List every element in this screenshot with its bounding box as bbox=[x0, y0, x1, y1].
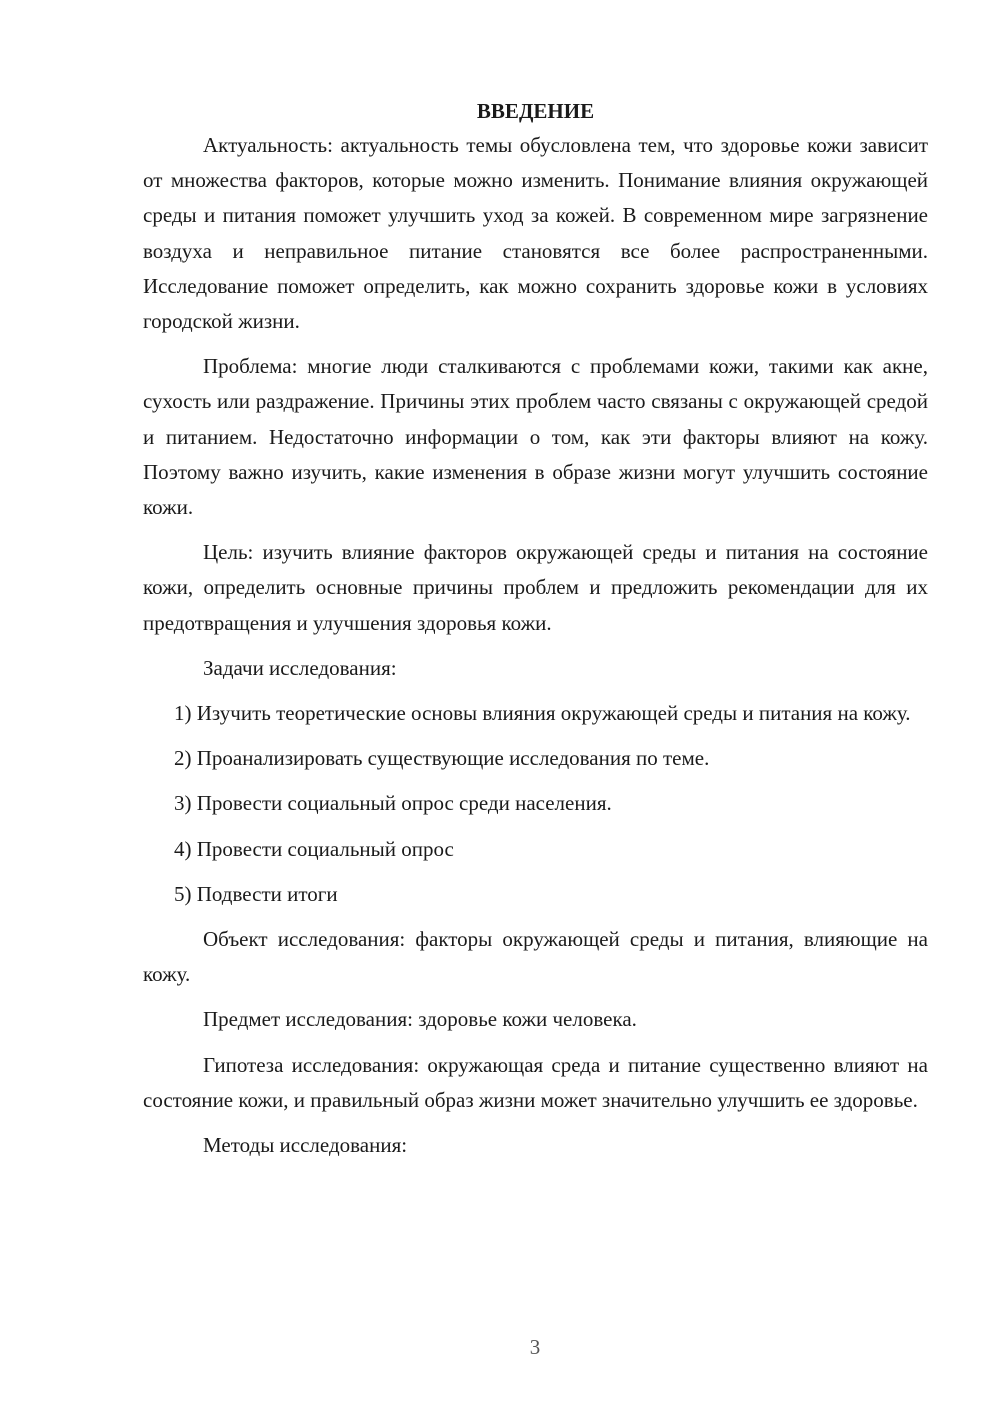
methods-title: Методы исследования: bbox=[203, 1133, 408, 1158]
task-item-5: 5) Подвести итоги bbox=[174, 881, 338, 906]
task-item-1: 1) Изучить теоретические основы влияния окружающей среды и питания на кожу. bbox=[174, 701, 911, 726]
tasks-title: Задачи исследования: bbox=[203, 655, 397, 680]
task-item-4: 4) Провести социальный опрос bbox=[174, 836, 454, 861]
relevance-paragraph: Актуальность: актуальность темы обусловлена тем, что здоровье кожи зависит от множества факторов, которые можно изменить. Понимание влияния окружающей среды и питания поможет улучшить уход за кожей. В современном мире загрязнение воздуха и неправильное питание становятся все более распространенными. Исследование поможет определить, как можно сохранить здоровье кожи в условиях городской жизни. bbox=[143, 133, 928, 334]
task-item-3: 3) Провести социальный опрос среди населения. bbox=[174, 791, 612, 816]
subject-paragraph: Предмет исследования: здоровье кожи человека. bbox=[203, 1007, 637, 1032]
goal-paragraph: Цель: изучить влияние факторов окружающей среды и питания на состояние кожи, определить основные причины проблем и предложить рекомендации для их предотвращения и улучшения здоровья кожи. bbox=[143, 540, 928, 635]
hypothesis-paragraph: Гипотеза исследования: окружающая среда и питание существенно влияют на состояние кожи, и правильный образ жизни может значительно улучшить ее здоровье. bbox=[143, 1052, 928, 1112]
section-heading: ВВЕДЕНИЕ bbox=[476, 99, 595, 123]
problem-paragraph: Проблема: многие люди сталкиваются с проблемами кожи, такими как акне, сухость или раздражение. Причины этих проблем часто связаны с окружающей средой и питанием. Недостаточно информации о том, как эти факторы влияют на кожу. Поэтому важно изучить, какие изменения в образе жизни могут улучшить состояние кожи. bbox=[143, 354, 928, 520]
page-number: 3 bbox=[529, 1335, 541, 1359]
task-item-2: 2) Проанализировать существующие исследования по теме. bbox=[174, 746, 710, 771]
page-content bbox=[143, 95, 928, 1163]
object-paragraph: Объект исследования: факторы окружающей среды и питания, влияющие на кожу. bbox=[143, 927, 928, 987]
